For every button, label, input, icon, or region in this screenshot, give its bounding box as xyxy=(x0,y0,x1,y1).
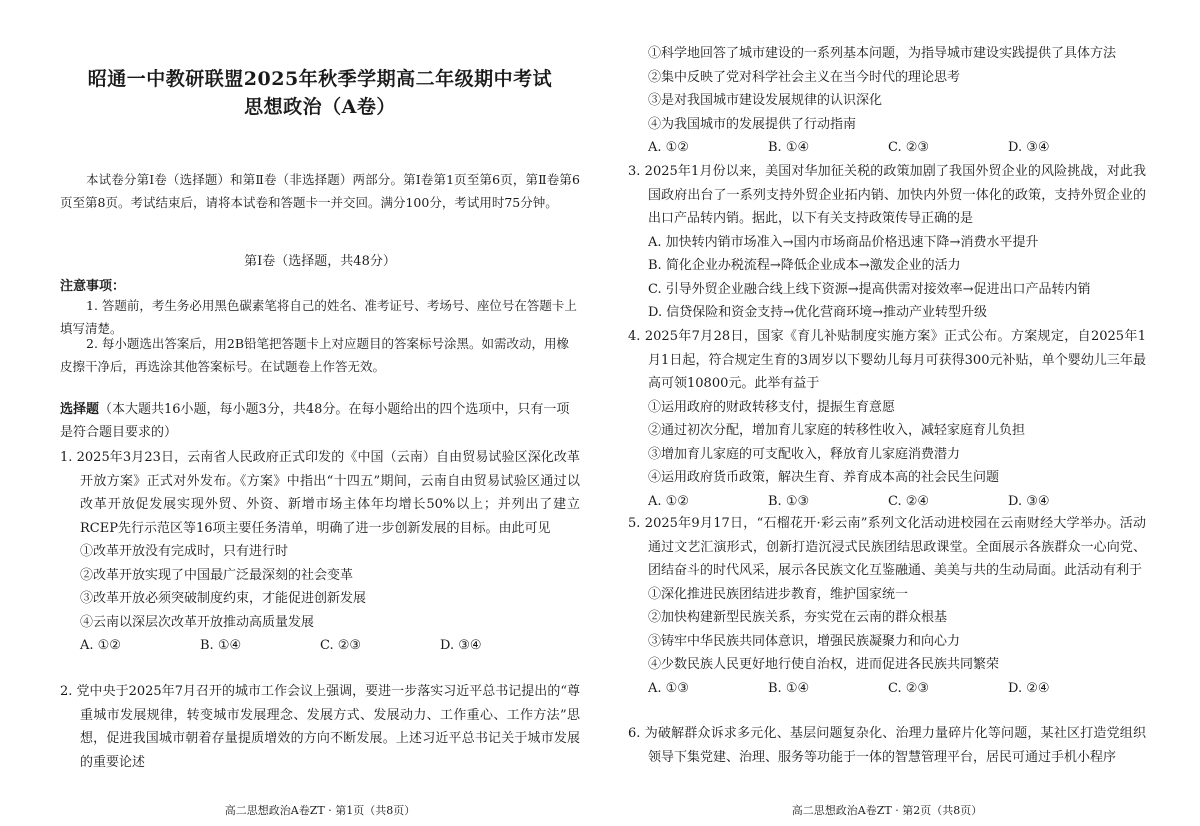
question-2-continued xyxy=(628,42,1146,160)
question-2 xyxy=(60,680,580,774)
option-b: B. 简化企业办税流程→降低企业成本→激发企业的活力 xyxy=(648,258,961,273)
statement-item: ①科学地回答了城市建设的一系列基本问题，为指导城市建设实践提供了具体方法 xyxy=(648,46,1117,61)
notice-title: 注意事项： xyxy=(60,279,126,294)
statement-item: ④少数民族人民更好地行使自治权，进而促进各民族共同繁荣 xyxy=(648,657,1000,672)
choice-b: B. ①④ xyxy=(768,680,810,696)
notice-item-2: 2. 每小题选出答案后，用2B铅笔把答题卡上对应题目的答案标号涂黑。如需改动，用橡皮擦干净后，再选涂其他答案标号。在试题卷上作答无效。 xyxy=(60,336,570,374)
notice-item-1: 1. 答题前，考生务必用黑色碳素笔将自己的姓名、准考证号、考场号、座位号在答题卡上填写清楚。 xyxy=(60,298,577,336)
question-4 xyxy=(628,325,1146,513)
choice-d: D. ③④ xyxy=(1008,493,1050,509)
option-d: D. 信贷保险和资金支持→优化营商环境→推动产业转型升级 xyxy=(648,305,988,320)
statement-item: ③铸牢中华民族共同体意识，增强民族凝聚力和向心力 xyxy=(648,633,961,649)
choice-b: B. ①④ xyxy=(200,638,242,653)
statement-item: ①改革开放没有完成时，只有进行时 xyxy=(80,544,289,559)
answer-choices xyxy=(628,677,1146,701)
page-2 xyxy=(628,0,1146,826)
mc-section-header xyxy=(60,398,580,444)
statement-item: ④云南以深层次改革开放推动高质量发展 xyxy=(80,614,315,630)
statement-item: ③增加育儿家庭的可支配收入，释放育儿家庭消费潜力 xyxy=(648,446,961,462)
answer-choices xyxy=(628,490,1146,514)
question-stem: 3. 2025年1月份以来，美国对华加征关税的政策加剧了我国外贸企业的风险挑战，对此我国政府出台了一系列支持外贸企业拓内销、加快内外贸一体化的政策，支持外贸企业的出口产品转内销。据此，以下有关支持政策传导正确的是 xyxy=(628,164,1146,226)
choice-d: D. ③④ xyxy=(440,638,482,653)
choice-a: A. ①② xyxy=(648,140,689,155)
question-stem: 4. 2025年7月28日，国家《育儿补贴制度实施方案》正式公布。方案规定，自2025年1月1日起，符合规定生育的3周岁以下婴幼儿每月可获得300元补贴，单个婴幼儿三年最高可领10800元。此举有益于 xyxy=(628,329,1146,391)
choice-a: A. ①③ xyxy=(648,680,689,696)
statement-item: ④为我国城市的发展提供了行动指南 xyxy=(648,116,857,132)
statement-item: ②加快构建新型民族关系，夯实党在云南的群众根基 xyxy=(648,610,948,625)
choice-c: C. ②④ xyxy=(888,493,930,509)
choice-b: B. ①④ xyxy=(768,140,810,155)
choice-c: C. ②③ xyxy=(888,140,930,155)
choice-d: D. ②④ xyxy=(1008,680,1050,696)
answer-choices xyxy=(60,634,580,658)
choice-c: C. ②③ xyxy=(888,680,930,696)
statement-item: ③是对我国城市建设发展规律的认识深化 xyxy=(648,93,883,108)
option-a: A. 加快转内销市场准入→国内市场商品价格迅速下降→消费水平提升 xyxy=(648,234,1039,250)
question-1 xyxy=(60,446,580,658)
statement-item: ②通过初次分配，增加育儿家庭的转移性收入，减轻家庭育儿负担 xyxy=(648,423,1026,438)
exam-title: 昭通一中教研联盟2025年秋季学期高二年级期中考试 xyxy=(87,68,553,90)
question-stem: 5. 2025年9月17日，“石榴花开·彩云南”系列文化活动进校园在云南财经大学举办。活动通过文艺汇演形式，创新打造沉浸式民族团结思政课堂。全面展示各族群众一心向党、团结奋斗的时代风采，展示各民族文化互鉴融通、美美与共的生动局面。此活动有利于 xyxy=(628,516,1146,578)
choice-d: D. ③④ xyxy=(1008,140,1050,155)
statement-item: ②集中反映了党对科学社会主义在当今时代的理论思考 xyxy=(648,69,961,85)
question-stem: 1. 2025年3月23日，云南省人民政府正式印发的《中国（云南）自由贸易试验区深化改革开放方案》正式对外发布。《方案》中指出“十四五”期间，云南自由贸易试验区通过以改革开放促发展实现外贸、外资、新增市场主体年均增长50%以上；并列出了建立RCEP先行示范区等16项主要任务清单，明确了进一步创新发展的目标。由此可见 xyxy=(60,450,580,536)
choice-c: C. ②③ xyxy=(320,638,362,653)
exam-subtitle: 思想政治（A卷） xyxy=(244,96,396,118)
question-5 xyxy=(628,512,1146,700)
page-footer: 高二思想政治A卷ZT · 第2页（共8页） xyxy=(791,804,983,817)
question-stem: 2. 党中央于2025年7月召开的城市工作会议上强调，要进一步落实习近平总书记提出的“尊重城市发展规律，转变城市发展理念、发展方式、发展动力、工作重心、工作方法”思想，促进我国城市朝着存量提质增效的方向不断发展。上述习近平总书记关于城市发展的重要论述 xyxy=(60,684,580,770)
page-1 xyxy=(60,0,580,826)
section-heading: 第Ⅰ卷（选择题，共48分） xyxy=(244,254,396,269)
answer-choices xyxy=(628,136,1146,160)
question-stem: 6. 为破解群众诉求多元化、基层问题复杂化、治理力量碎片化等问题，某社区打造党组织领导下集党建、治理、服务等功能于一体的智慧管理平台，居民可通过手机小程序 xyxy=(628,726,1146,765)
statement-item: ④运用政府货币政策，解决生育、养育成本高的社会民生问题 xyxy=(648,470,1000,485)
question-3 xyxy=(628,160,1146,325)
mc-label: 选择题 xyxy=(60,402,100,417)
statement-item: ③改革开放必须突破制度约束，才能促进创新发展 xyxy=(80,591,367,606)
question-6 xyxy=(628,722,1146,769)
statement-item: ①运用政府的财政转移支付，提振生育意愿 xyxy=(648,399,896,415)
page-footer: 高二思想政治A卷ZT · 第1页（共8页） xyxy=(224,804,416,817)
choice-a: A. ①② xyxy=(80,638,121,653)
option-c: C. 引导外贸企业融合线上线下资源→提高供需对接效率→促进出口产品转内销 xyxy=(648,281,1091,297)
mc-description: （本大题共16小题，每小题3分，共48分。在每小题给出的四个选项中，只有一项是符合题目要求的） xyxy=(60,402,570,440)
choice-a: A. ①② xyxy=(648,493,689,509)
exam-instructions: 本试卷分第Ⅰ卷（选择题）和第Ⅱ卷（非选择题）两部分。第Ⅰ卷第1页至第6页，第Ⅱ卷第6页至第8页。考试结束后，请将本试卷和答题卡一并交回。满分100分，考试用时75分钟。 xyxy=(60,172,580,210)
statement-item: ①深化推进民族团结进步教育，维护国家统一 xyxy=(648,586,909,602)
choice-b: B. ①③ xyxy=(768,493,810,509)
statement-item: ②改革开放实现了中国最广泛最深刻的社会变革 xyxy=(80,567,354,583)
